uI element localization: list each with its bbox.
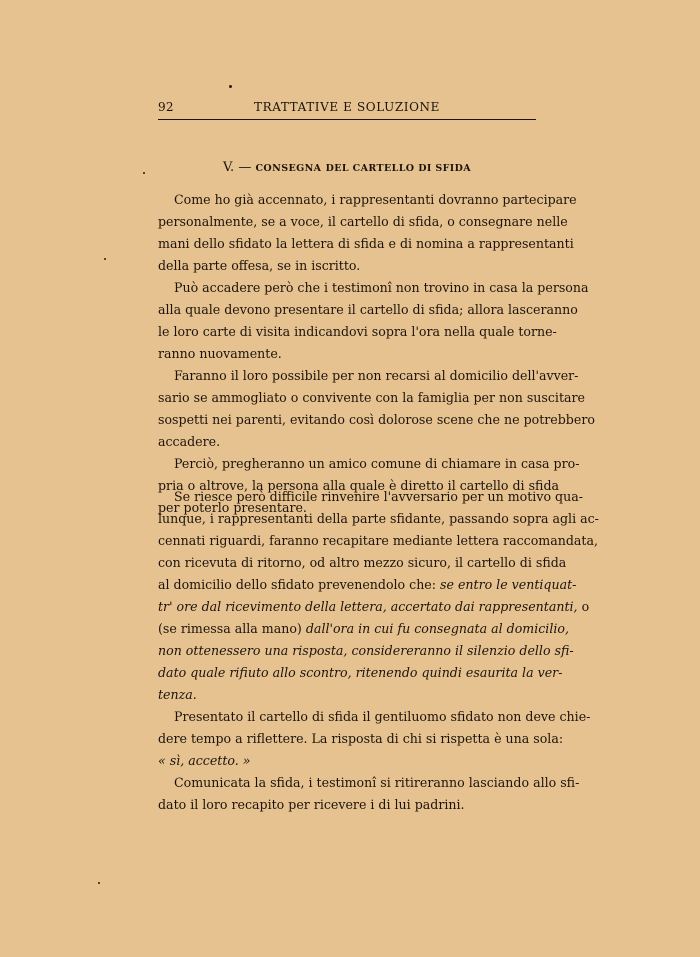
text-line: sospetti nei parenti, evitando così dolorose scene che ne potrebbero [158,412,595,427]
text-line [158,596,590,618]
text-line: con ricevuta di ritorno, od altro mezzo sicuro, il cartello di sfida [158,555,567,570]
section-title [158,160,536,175]
text-line [158,618,569,640]
text-line: della parte offesa, se in iscritto. [158,258,361,273]
paragraph-6 [158,706,591,772]
text-line: « sì, accetto. » [158,753,251,768]
text-line: accadere. [158,434,221,449]
text-line: alla quale devono presentare il cartello di sfida; allora lasceranno [158,302,578,317]
paragraph-5 [158,486,599,706]
italic-run: tr' ore dal ricevimento della lettera, accertato dai rappresentanti, [158,599,578,614]
section-title-word1: CONSEGNA [255,163,322,174]
paragraph-3 [158,365,595,453]
text-run: o [581,599,590,614]
paragraph-2 [158,277,589,365]
text-line: cennati riguardi, faranno recapitare mediante lettera raccomandata, [158,533,598,548]
italic-run: dall'ora in cui fu consegnata al domicilio, [305,621,569,636]
text-line: lunque, i rappresentanti della parte sfidante, passando sopra agli ac- [158,511,599,526]
text-run: (se rimessa alla mano) [158,621,302,636]
text-line [158,574,577,596]
ink-speck [229,85,232,88]
text-line: ranno nuovamente. [158,346,282,361]
ink-speck [104,258,106,260]
text-line: personalmente, se a voce, il cartello di sfida, o consegnare nelle [158,214,568,229]
text-line: dere tempo a riflettere. La risposta di chi si rispetta è una sola: [158,731,564,746]
text-line: Faranno il loro possibile per non recarsi al domicilio dell'avver- [174,368,579,383]
text-line: non ottenessero una risposta, considereranno il silenzio dello sfi- [158,643,574,658]
text-line: Presentato il cartello di sfida il gentiluomo sfidato non deve chie- [174,709,591,724]
text-line: Comunicata la sfida, i testimonî si ritireranno lasciando allo sfi- [174,775,580,790]
text-line: Come ho già accennato, i rappresentanti dovranno partecipare [174,192,577,207]
ink-speck [98,882,100,884]
text-line: Può accadere però che i testimonî non trovino in casa la persona [174,280,589,295]
header-rule [158,119,536,120]
page-header [158,98,536,118]
text-line: dato quale rifiuto allo scontro, ritenendo quindi esaurita la ver- [158,665,563,680]
text-line: le loro carte di visita indicandovi sopra l'ora nella quale torne- [158,324,557,339]
text-run: al domicilio dello sfidato prevenendolo che: [158,577,437,592]
text-line: pria o altrove, la persona alla quale è diretto il cartello di sfida [158,478,560,493]
running-head: TRATTATIVE E SOLUZIONE [253,100,441,114]
text-line: dato il loro recapito per ricevere i di lui padrini. [158,797,465,812]
text-line: mani dello sfidato la lettera di sfida e di nomina a rappresentanti [158,236,574,251]
text-line: Perciò, pregheranno un amico comune di chiamare in casa pro- [174,456,580,471]
text-line: Se riesce però difficile rinvenire l'avversario per un motivo qua- [174,489,583,504]
page-number: 92 [158,100,174,114]
paragraph-7 [158,772,580,816]
ink-speck [143,172,145,174]
section-numeral: V. — [222,160,252,175]
paragraph-1 [158,189,577,277]
text-line: sario se ammogliato o convivente con la famiglia per non suscitare [158,390,586,405]
section-title-rest: DEL CARTELLO DI SFIDA [325,163,472,174]
text-line: per poterlo presentare. [158,500,307,515]
text-line: tenza. [158,687,197,702]
italic-run: se entro le ventiquat- [440,577,577,592]
body-block-2 [158,486,599,816]
